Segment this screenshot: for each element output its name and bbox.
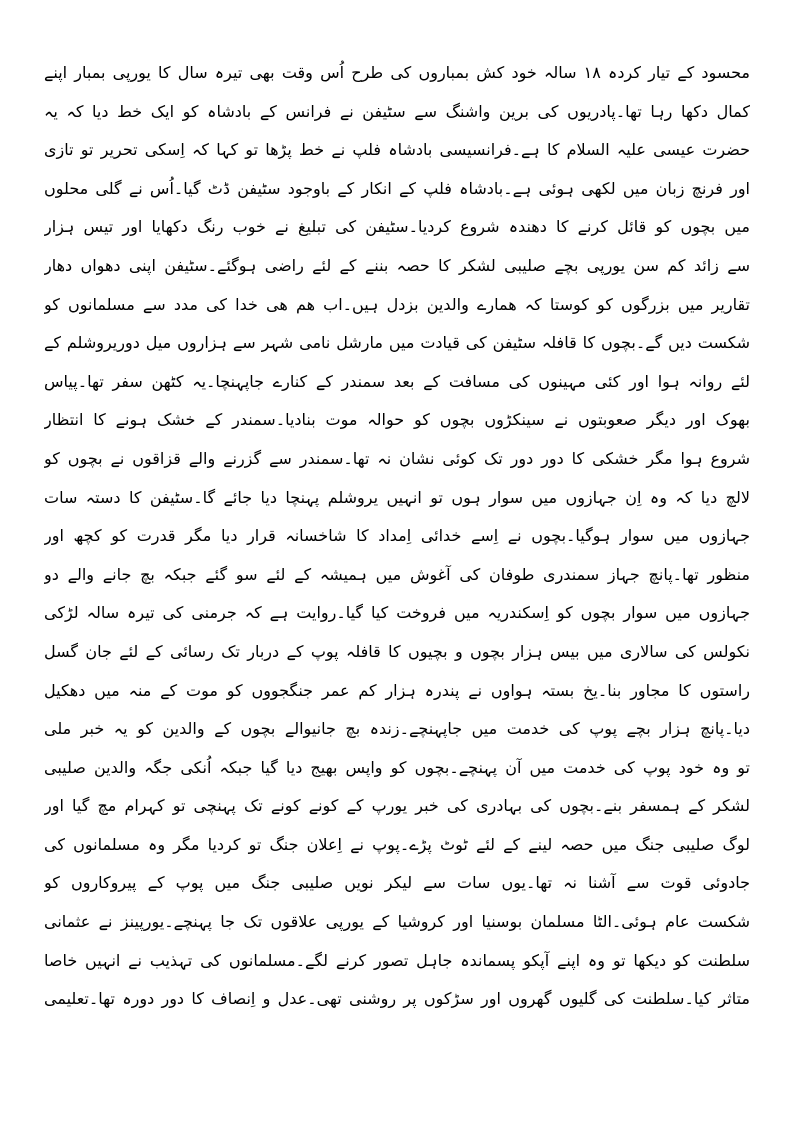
text-line-21: لوگ صلیبی جنگ میں حصہ لینے کے لئے ٹوٹ پڑے۔پوپ نے اِعلان جنگ تو کردیا مگر وہ مسلمانوں کی (44, 834, 750, 854)
text-line-24: سلطنت کو دیکھا تو وہ اپنے آپکو پسماندہ جاہل تصور کرنے لگے۔مسلمانوں کی تہذیب نے انہیں خاصا (44, 950, 750, 970)
text-line-9: لئے روانہ ہوا اور کئی مہینوں کی مسافت کے بعد سمندر کے کنارے جاپہنچا۔یہ کٹھن سفر تھا۔پیاس (44, 371, 750, 391)
text-line-10: بھوک اور دیگر صعوبتوں نے سینکڑوں بچوں کو حوالہ موت بنادیا۔سمندر کے خشک ہونے کا انتظار (44, 410, 750, 430)
text-line-4: اور فرنچ زبان میں لکھی ہوئی ہے۔بادشاہ فلپ کے انکار کے باوجود سٹیفن ڈٹ گیا۔اُس نے گلی محلوں (44, 178, 750, 198)
urdu-text-body (44, 54, 750, 1019)
text-line-23: شکست عام ہوئی۔الٹا مسلمان بوسنیا اور کروشیا کے یورپی علاقوں تک جا پہنچے۔یورپینز نے عثمانی (44, 912, 750, 932)
text-line-12: لالچ دیا کہ وہ اِن جہازوں میں سوار ہوں تو انہیں یروشلم پہنچا دیا جائے گا۔سٹیفن کا دستہ سات (44, 487, 750, 507)
text-line-18: دیا۔پانچ ہزار بچے پوپ کی خدمت میں جاپہنچے۔زندہ بچ جانیوالے بچوں کے والدین کو یہ خبر ملی (44, 719, 750, 739)
text-line-22: جادوئی قوت سے آشنا نہ تھا۔یوں سات سے لیکر نویں صلیبی جنگ میں پوپ کے پیروکاروں کو (44, 873, 750, 893)
text-line-5: میں بچوں کو قائل کرنے کا دھندہ شروع کردیا۔سٹیفن کی تبلیغ نے خوب رنگ دکھایا اور تیس ہزار (44, 217, 750, 237)
text-line-6: سے زائد کم سن یورپی بچے صلیبی لشکر کا حصہ بننے کے لئے راضی ہوگئے۔سٹیفن اپنی دھواں دھار (44, 255, 750, 275)
text-line-16: نکولس کی سالاری میں بیس ہزار بچوں و بچیوں کا قافلہ پوپ کے دربار تک رسائی کے لئے جان گسل (44, 641, 750, 661)
text-line-13: جہازوں میں سوار ہوگیا۔بچوں نے اِسے خدائی اِمداد کا شاخسانہ قرار دیا مگر قدرت کو کچھ اور (44, 526, 750, 546)
text-line-19: تو وہ خود پوپ کی خدمت میں آن پہنچے۔بچوں کو واپس بھیج دیا گیا جبکہ اُنکی جگہ والدین صلیبی (44, 757, 750, 777)
text-line-20: لشکر کے ہمسفر بنے۔بچوں کی بہادری کی خبر یورپ کے کونے کونے تک پہنچی تو کہرام مچ گیا اور (44, 796, 750, 816)
text-line-7: تقاریر میں بزرگوں کو کوستا کہ ھمارے والدین بزدل ہیں۔اب ھم ھی خدا کی مدد سے مسلمانوں کو (44, 294, 750, 314)
text-line-25: متاثر کیا۔سلطنت کی گلیوں گھروں اور سڑکوں پر روشنی تھی۔عدل و اِنصاف کا دور دورہ تھا۔تعلیمی (44, 989, 750, 1009)
text-line-15: جہازوں میں سوار بچوں کو اِسکندریہ میں فروخت کیا گیا۔روایت ہے کہ جرمنی کی تیرہ سالہ لڑکی (44, 603, 750, 623)
text-line-8: شکست دیں گے۔بچوں کا قافلہ سٹیفن کی قیادت میں مارشل نامی شہر سے ہزاروں میل دوریروشلم کے (44, 333, 750, 353)
text-line-2: کمال دکھا رہا تھا۔پادریوں کی برین واشنگ سے سٹیفن نے فرانس کے بادشاہ کو ایک خط دیا کہ یہ (44, 101, 750, 121)
text-line-3: حضرت عیسی علیہ السلام کا ہے۔فرانسیسی بادشاہ فلپ نے خط پڑھا تو کہا کہ اِسکی تحریر تو تازی (44, 140, 750, 160)
text-line-14: منظور تھا۔پانچ جہاز سمندری طوفان کی آغوش میں ہمیشہ کے لئے سو گئے جبکہ بچ جانے والے دو (44, 564, 750, 584)
text-line-1: محسود کے تیار کردہ ۱۸ سالہ خود کش بمباروں کی طرح اُس وقت بھی تیرہ سال کا یورپی بمبار اپنے (44, 63, 750, 82)
text-line-11: شروع ہوا مگر خشکی کا دور دور تک کوئی نشان نہ تھا۔سمندر سے گزرنے والے قزاقوں نے بچوں کو (44, 448, 750, 468)
text-line-17: راستوں کا مجاور بنا۔یخ بستہ ہواوں نے پندرہ ہزار کم عمر جنگجووں کو موت کے منہ میں دھکیل (44, 680, 750, 700)
